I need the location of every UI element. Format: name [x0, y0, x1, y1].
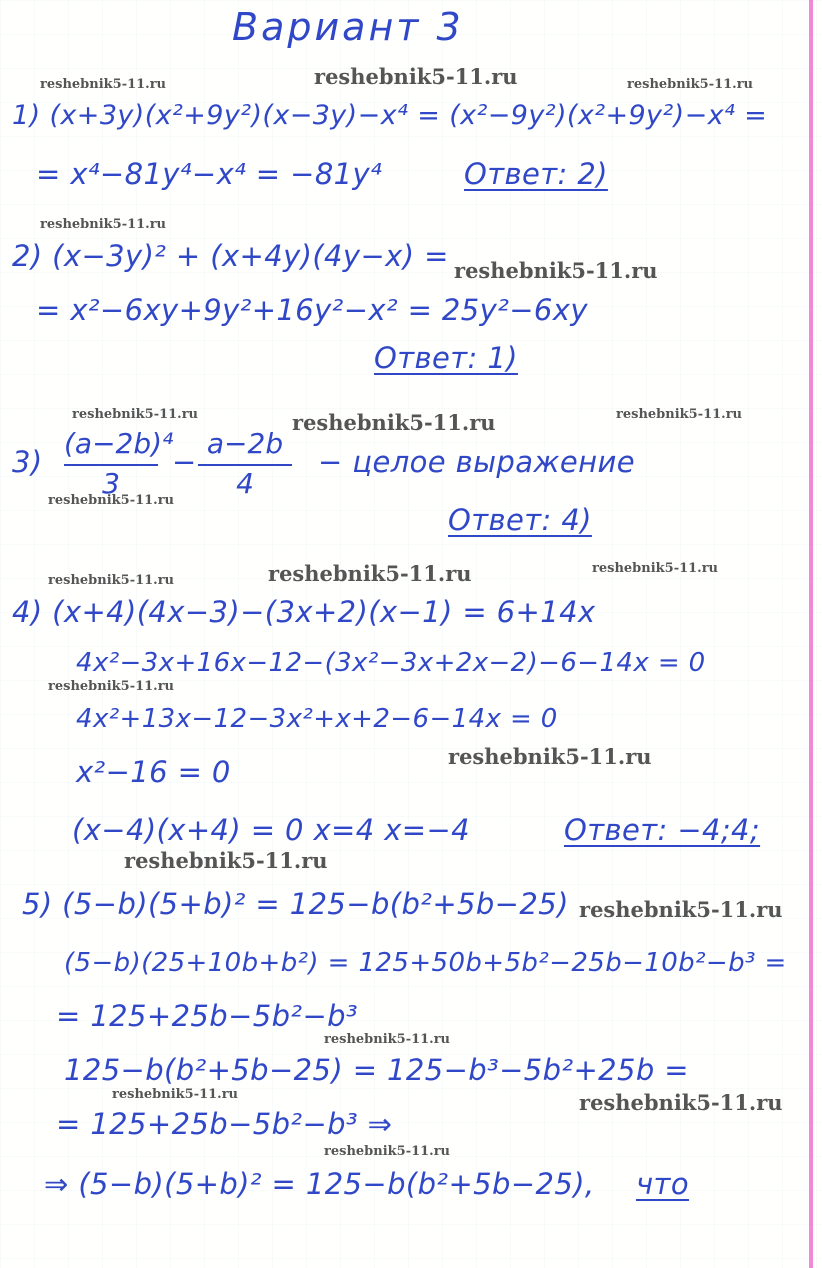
problem-3-minus: − [172, 445, 197, 479]
problem-2-answer: Ответ: 1) [374, 341, 518, 375]
problem-4-line-3: 4x²+13x−12−3x²+x+2−6−14x = 0 [76, 704, 558, 734]
watermark: reshebnik5-11.ru [324, 1032, 451, 1047]
watermark: reshebnik5-11.ru [112, 1087, 239, 1102]
problem-5-line-2: (5−b)(25+10b+b²) = 125+50b+5b²−25b−10b²−b³ = [64, 948, 787, 978]
watermark: reshebnik5-11.ru [579, 897, 783, 922]
watermark: reshebnik5-11.ru [454, 258, 658, 283]
watermark: reshebnik5-11.ru [324, 1144, 451, 1159]
watermark: reshebnik5-11.ru [616, 407, 743, 422]
problem-5-line-4: 125−b(b²+5b−25) = 125−b³−5b²+25b = [64, 1053, 690, 1087]
problem-4-line-5: (x−4)(x+4) = 0 x=4 x=−4 [72, 813, 471, 847]
problem-4-line-4: x²−16 = 0 [76, 755, 231, 789]
problem-2-line-2: = x²−6xy+9y²+16y²−x² = 25y²−6xy [36, 293, 588, 327]
problem-3-label: 3) [12, 445, 43, 479]
watermark: reshebnik5-11.ru [579, 1090, 783, 1115]
problem-1-answer: Ответ: 2) [464, 157, 608, 191]
watermark: reshebnik5-11.ru [592, 561, 719, 576]
watermark: reshebnik5-11.ru [48, 493, 175, 508]
fraction-numerator: a−2b [206, 427, 284, 460]
problem-3-answer: Ответ: 4) [448, 503, 592, 537]
watermark: reshebnik5-11.ru [48, 573, 175, 588]
watermark: reshebnik5-11.ru [40, 77, 167, 92]
watermark: reshebnik5-11.ru [314, 64, 518, 89]
problem-3-fraction-2 [198, 427, 292, 500]
watermark: reshebnik5-11.ru [40, 217, 167, 232]
problem-5-line-3: = 125+25b−5b²−b³ [56, 999, 358, 1033]
fraction-denominator: 3 [102, 467, 120, 500]
problem-1-line-1: 1) (x+3y)(x²+9y²)(x−3y)−x⁴ = (x²−9y²)(x²+9y²)−x⁴ = [12, 100, 768, 131]
watermark: reshebnik5-11.ru [48, 679, 175, 694]
fraction-numerator: (a−2b)⁴ [64, 427, 174, 460]
problem-5-line-1: 5) (5−b)(5+b)² = 125−b(b²+5b−25) [22, 887, 569, 921]
problem-2-line-1: 2) (x−3y)² + (x+4y)(4y−x) = [12, 239, 449, 273]
watermark: reshebnik5-11.ru [448, 744, 652, 769]
problem-5-line-5: = 125+25b−5b²−b³ ⇒ [56, 1107, 393, 1141]
page-title: Вариант 3 [232, 5, 464, 49]
problem-1-line-2: = x⁴−81y⁴−x⁴ = −81y⁴ [36, 157, 383, 191]
watermark: reshebnik5-11.ru [72, 407, 199, 422]
problem-5-line-6: ⇒ (5−b)(5+b)² = 125−b(b²+5b−25), [44, 1167, 595, 1201]
watermark: reshebnik5-11.ru [292, 410, 496, 435]
fraction-bar [64, 464, 158, 466]
problem-5-line-6-end: что [636, 1167, 689, 1201]
watermark: reshebnik5-11.ru [124, 848, 328, 873]
margin-line [809, 0, 813, 1268]
problem-3-fraction-1 [64, 427, 174, 500]
fraction-bar [198, 464, 292, 466]
problem-3-text: − целое выражение [318, 445, 636, 479]
problem-4-answer: Ответ: −4;4; [564, 813, 761, 847]
problem-4-line-2: 4x²−3x+16x−12−(3x²−3x+2x−2)−6−14x = 0 [76, 648, 706, 678]
watermark: reshebnik5-11.ru [627, 77, 754, 92]
watermark: reshebnik5-11.ru [268, 561, 472, 586]
problem-4-line-1: 4) (x+4)(4x−3)−(3x+2)(x−1) = 6+14x [12, 595, 596, 629]
fraction-denominator: 4 [236, 467, 254, 500]
